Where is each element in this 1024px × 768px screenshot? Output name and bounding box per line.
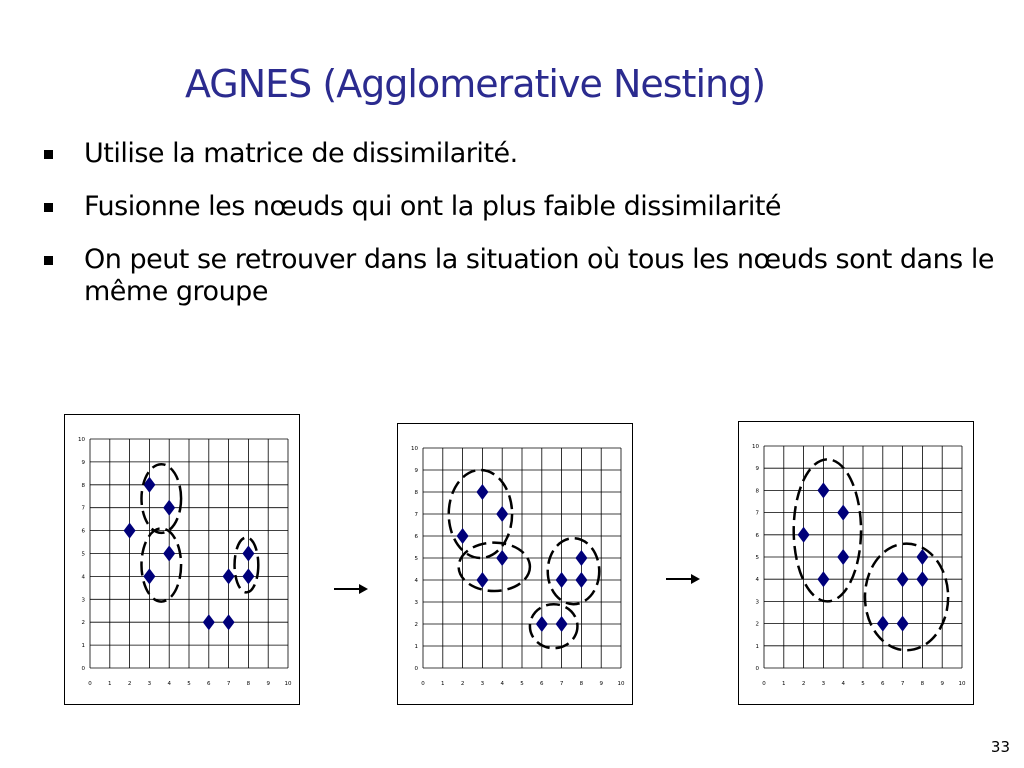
x-tick-label: 7 [559,681,564,687]
data-point-diamond [203,614,215,630]
x-tick-label: 2 [460,681,465,687]
x-tick-label: 0 [88,681,92,687]
x-tick-label: 10 [617,681,625,687]
y-tick-label: 0 [755,666,759,672]
y-tick-label: 4 [755,577,759,584]
y-tick-label: 2 [414,622,418,628]
data-point-diamond [143,568,155,584]
x-tick-label: 3 [821,681,826,687]
y-tick-label: 5 [414,556,418,562]
y-tick-label: 8 [414,490,418,496]
bullet-item [44,138,518,170]
x-tick-label: 7 [900,681,905,687]
y-tick-label: 0 [414,666,418,672]
scatter-chart-2 [398,424,632,704]
data-point-diamond [223,568,235,584]
x-tick-label: 1 [782,681,786,687]
y-tick-label: 7 [81,505,85,512]
x-tick-label: 6 [881,681,885,687]
data-point-diamond [476,484,488,500]
y-tick-label: 9 [755,466,759,473]
y-tick-label: 4 [81,574,85,581]
bullet-text: Utilise la matrice de dissimilarité. [84,138,518,169]
arrow-right-icon [665,572,701,586]
data-point-diamond [837,505,849,521]
y-tick-label: 10 [411,446,418,452]
data-point-diamond [242,568,254,584]
y-tick-label: 5 [81,551,85,558]
data-point-diamond [897,571,909,587]
y-tick-label: 0 [81,666,85,672]
bullet-marker [44,203,53,212]
x-tick-label: 0 [762,681,766,687]
x-tick-label: 4 [841,681,845,687]
cluster-ellipse [459,543,530,591]
y-tick-label: 8 [81,482,85,489]
x-tick-label: 9 [266,681,270,687]
data-point-diamond [897,616,909,632]
scatter-panel-3 [738,421,974,705]
y-tick-label: 5 [755,555,759,561]
data-point-diamond [223,614,235,630]
data-point-diamond [242,546,254,562]
data-point-diamond [575,572,587,588]
x-tick-label: 4 [167,681,171,687]
data-point-diamond [536,616,548,632]
y-tick-label: 2 [81,620,85,627]
scatter-panel-1 [64,414,300,705]
x-tick-label: 6 [207,681,211,687]
data-point-diamond [837,549,849,565]
y-tick-label: 7 [414,512,418,518]
x-tick-label: 7 [226,681,231,687]
x-tick-label: 5 [861,681,865,687]
y-tick-label: 6 [81,528,85,535]
data-point-diamond [575,550,587,566]
x-tick-label: 3 [147,681,152,687]
y-tick-label: 10 [78,437,85,443]
y-tick-label: 1 [414,644,418,650]
page-number: 33 [990,738,1010,756]
data-point-diamond [476,572,488,588]
y-tick-label: 3 [414,600,418,606]
bullet-marker [44,256,53,265]
x-tick-label: 10 [958,681,966,687]
cluster-ellipse [865,544,948,651]
data-point-diamond [124,523,136,539]
cluster-ellipse [235,537,259,592]
scatter-chart-3 [739,422,973,704]
slide-title: AGNES (Agglomerative Nesting) [184,62,766,106]
x-tick-label: 5 [520,681,524,687]
data-point-diamond [916,571,928,587]
data-point-diamond [496,550,508,566]
scatter-chart-1 [65,415,299,704]
y-tick-label: 4 [414,578,418,584]
y-tick-label: 8 [755,488,759,495]
data-point-diamond [163,546,175,562]
data-point-diamond [556,616,568,632]
y-tick-label: 9 [414,468,418,474]
bullet-text: Fusionne les nœuds qui ont la plus faible dissimilarité [84,191,782,222]
data-point-diamond [496,506,508,522]
cluster-ellipse [141,528,181,601]
y-tick-label: 6 [755,532,759,539]
x-tick-label: 0 [421,681,425,687]
y-tick-label: 2 [755,621,759,628]
data-point-diamond [457,528,469,544]
data-point-diamond [163,500,175,516]
x-tick-label: 3 [480,681,485,687]
data-point-diamond [817,571,829,587]
cluster-ellipse [141,464,181,533]
x-tick-label: 2 [801,681,806,687]
x-tick-label: 1 [108,681,112,687]
x-tick-label: 8 [579,681,584,687]
x-tick-label: 10 [284,681,292,687]
x-tick-label: 9 [599,681,603,687]
cluster-ellipse [530,604,578,648]
data-point-diamond [817,482,829,498]
y-tick-label: 1 [81,643,85,650]
data-point-diamond [877,616,889,632]
y-tick-label: 9 [81,459,85,466]
x-tick-label: 2 [127,681,132,687]
y-tick-label: 3 [81,597,85,604]
arrow-right-icon [333,582,369,596]
bullet-item [44,244,994,308]
bullet-item [44,191,781,223]
data-point-diamond [556,572,568,588]
y-tick-label: 3 [755,599,759,606]
y-tick-label: 6 [414,534,418,540]
y-tick-label: 10 [752,444,759,450]
x-tick-label: 9 [940,681,944,687]
x-tick-label: 8 [920,681,925,687]
x-tick-label: 6 [540,681,544,687]
bullet-text: On peut se retrouver dans la situation où tous les nœuds sont dans le même groupe [84,244,994,307]
x-tick-label: 5 [187,681,191,687]
y-tick-label: 1 [755,643,759,650]
bullet-marker [44,150,53,159]
x-tick-label: 8 [246,681,251,687]
x-tick-label: 4 [500,681,504,687]
cluster-ellipse [548,538,599,604]
x-tick-label: 1 [441,681,445,687]
scatter-panel-2 [397,423,633,705]
y-tick-label: 7 [755,510,759,517]
data-point-diamond [798,527,810,543]
